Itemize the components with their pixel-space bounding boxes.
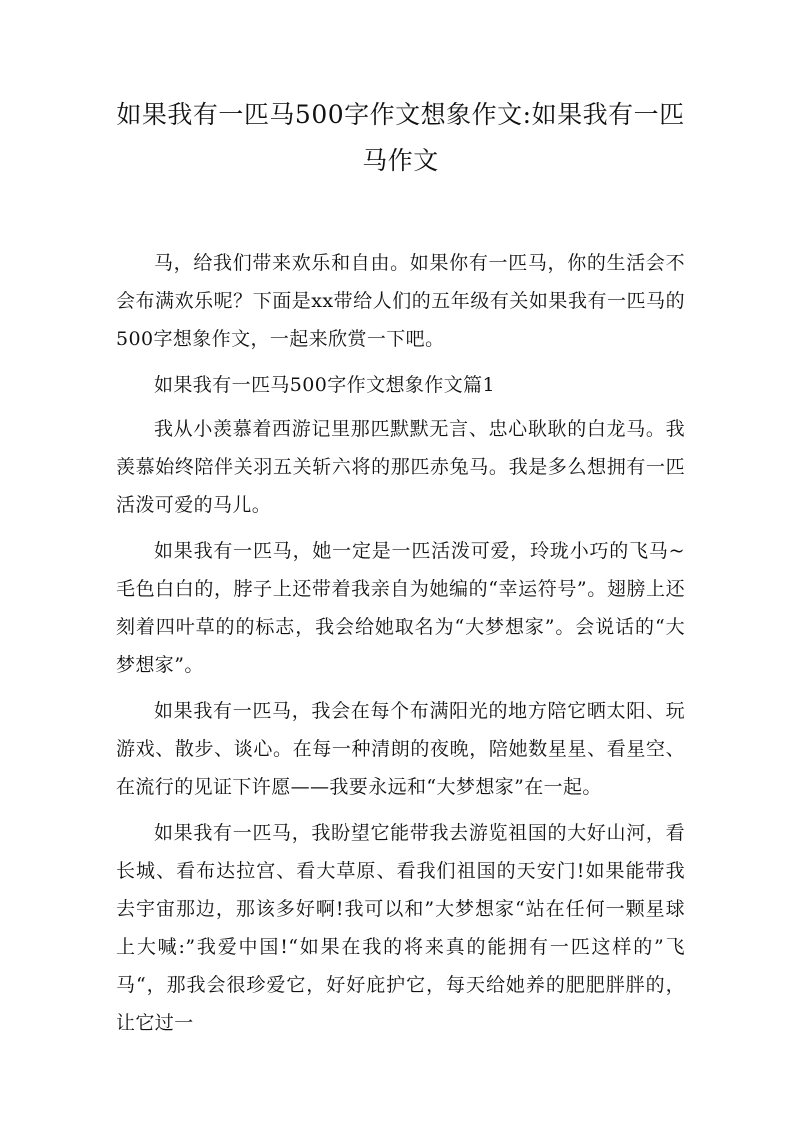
- document-title: 如果我有一匹马500字作文想象作文:如果我有一匹马作文: [116, 100, 685, 175]
- paragraph: 如果我有一匹马，我盼望它能带我去游览祖国的大好山河，看长城、看布达拉宫、看大草原、看我们祖国的天安门!如果能带我去宇宙那边，那该多好啊!我可以和”大梦想家“站在任何一颗星球上大喊:”我爱中国!“如果在我的将来真的能拥有一匹这样的”飞马“，那我会很珍爱它，好好庇护它，每天给她养的肥肥胖胖的，让它过一: [116, 822, 685, 1034]
- paragraph: 如果我有一匹马，她一定是一匹活泼可爱，玲珑小巧的飞马~毛色白白的，脖子上还带着我亲自为她编的“幸运符号”。翅膀上还刻着四叶草的的标志，我会给她取名为“大梦想家”。会说话的“大梦想家”。: [116, 540, 685, 676]
- paragraph-intro: 马，给我们带来欢乐和自由。如果你有一匹马，你的生活会不会布满欢乐呢？下面是xx带给人们的五年级有关如果我有一匹马的500字想象作文，一起来欣赏一下吧。: [116, 252, 685, 350]
- paragraph: 我从小羡慕着西游记里那匹默默无言、忠心耿耿的白龙马。我羡慕始终陪伴关羽五关斩六将的那匹赤兔马。我是多么想拥有一匹活泼可爱的马儿。: [116, 418, 685, 516]
- paragraph: 如果我有一匹马，我会在每个布满阳光的地方陪它晒太阳、玩游戏、散步、谈心。在每一种清朗的夜晚，陪她数星星、看星空、在流行的见证下许愿——我要永远和“大梦想家”在一起。: [116, 700, 685, 798]
- document-body: [116, 244, 685, 1042]
- section-heading: 如果我有一匹马500字作文想象作文篇1: [154, 374, 495, 396]
